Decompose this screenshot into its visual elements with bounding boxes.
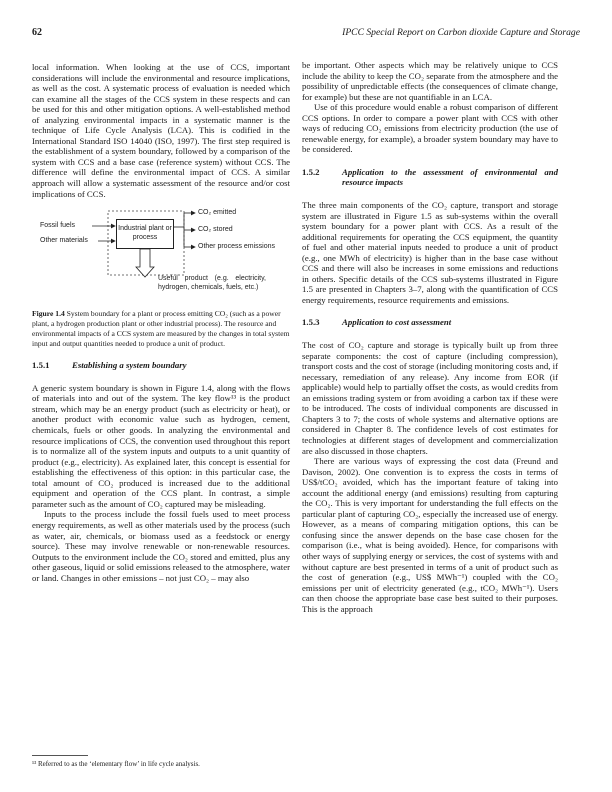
paragraph: The cost of CO₂ capture and storage is typically built up from three separate components: the cost of capture (including compression), transport costs and the cost of storage (including monitoring costs and, if necessary, remediation of any release). Any income from EOR (if applicable) would help to partially offset the costs, as would credits from an emissions trading system or from avoiding a carbon tax if these were to be introduced. The costs of individual components are discussed in Chapters 3 to 7; the costs of whole systems and alternative options are considered in Chapter 8. The confidence levels of cost estimates for technologies at different stages of development and commercialization are also discussed in those chapters. [302,340,558,456]
paragraph: There are various ways of expressing the cost data (Freund and Davison, 2002). One convention is to express the costs in terms of US$/tCO₂ avoided, which has the important feature of taking into account the additional energy (and emissions) resulting from capturing the CO₂. This is very important for understanding the full effects on the particular plant of capturing CO₂, especially the increased use of energy. However, as a means of comparing mitigation options, this can be confusing since the answer depends on the base case chosen for the comparison (i.e., what is being avoided). Hence, for comparisons with other ways of supplying energy or services, the cost of systems with and without capture are best presented in terms of a unit of product such as the cost of generation (e.g., US$ MWh⁻¹) coupled with the CO₂ emissions per unit of electricity generated (e.g., tCO₂ MWh⁻¹). Users can then choose the appropriate base case best suited to their purposes. This is the approach [302,456,558,614]
figure-caption [32,309,290,348]
paragraph: be important. Other aspects which may be relatively unique to CCS include the ability to keep the CO₂ separate from the atmosphere and the possibility of unpredictable effects (the consequences of climate change, for example) but these are not quantifiable in an LCA. [302,60,558,102]
input-other-materials: Other materials [40,237,88,245]
right-column [302,60,558,614]
page-number: 62 [32,27,42,38]
output-co2-emitted: CO₂ emitted [198,209,237,217]
section-title: Application to the assessment of environmental and resource impacts [342,166,558,188]
section-number: 1.5.2 [302,166,320,177]
section-number: 1.5.1 [32,360,50,371]
footnote-rule [32,755,88,756]
industrial-plant-box: Industrial plant or process [116,219,174,249]
paragraph: A generic system boundary is shown in Figure 1.4, along with the flows of materials into and out of the system. The key flow¹³ is the product stream, which may be an energy product (such as electricity or heat), or another product with economic value such as hydrogen, cement, chemicals, fuels or other goods. In analyzing the environmental and resource implications of CCS, the convention used throughout this report is to normalize all of the system inputs and outputs to a unit quantity of product (e.g., electricity). As explained later, this concept is essential for establishing the effectiveness of this option: in this particular case, the total amount of CO₂ produced is increased due to the additional equipment and operation of the CCS plant. In contrast, a simple parameter such as the amount of CO₂ captured may be misleading. [32,382,290,509]
caption-label: Figure 1.4 [32,309,65,319]
running-title: IPCC Special Report on Carbon dioxide Capture and Storage [342,27,580,38]
output-other-emissions: Other process emissions [198,243,276,251]
section-heading-1-5-1 [32,360,290,371]
paragraph: local information. When looking at the use of CCS, important considerations will include the environmental and resource implications, as well as the cost. A systematic process of evaluation is needed which can examine all the stages of the CCS system in these respects and can be used for this and other mitigation options. A well-established method of analyzing environmental impacts in a systematic manner is the technique of Life Cycle Analysis (LCA). This is codified in the International Standard ISO 14040 (ISO, 1997). The first step required is the establishment of a system boundary, followed by a comparison of the system with CCS and a base case (reference system) without CCS. The difference will define the environmental impact of CCS. A similar approach will allow a systematic assessment of the resource and/or cost implications of CCS. [32,62,290,199]
section-title: Application to cost assessment [342,317,452,328]
output-co2-stored: CO₂ stored [198,226,233,234]
figure-1-4 [32,207,290,297]
useful-product-label: Useful product (e.g. electricity, hydrogen, chemicals, fuels, etc.) [158,275,266,291]
section-heading-1-5-3 [302,317,558,328]
section-title: Establishing a system boundary [72,360,187,371]
paragraph: Use of this procedure would enable a robust comparison of different CCS options. In order to compare a power plant with CCS with other ways of reducing CO₂ emissions from electricity production (the use of renewable energy, for example), a broader system boundary may have to be considered. [302,102,558,155]
paragraph: Inputs to the process include the fossil fuels used to meet process energy requirements, as well as other materials used by the process (such as water, air, chemicals, or biomass used as a feedstock or energy source). These may involve renewable or non-renewable resources. Outputs to the environment include the CO₂ stored and emitted, plus any other gaseous, liquid or solid emissions released to the atmosphere, water or land. Changes in other emissions – not just CO₂ – may also [32,509,290,583]
section-heading-1-5-2 [302,167,558,188]
left-column [32,62,290,583]
footnote: ¹³ Referred to as the ‘elementary flow’ in life cycle analysis. [32,760,200,768]
input-fossil-fuels: Fossil fuels [40,222,76,230]
section-number: 1.5.3 [302,317,320,328]
caption-text: System boundary for a plant or process emitting CO₂ (such as a power plant, a hydrogen production plant or other industrial process). The resource and environmental impacts of a CCS system are measured by the changes in total system input and output quantities needed to produce a unit of product. [32,309,290,348]
paragraph: The three main components of the CO₂ capture, transport and storage system are illustrated in Figure 1.5 as sub-systems within the overall system boundary for a power plant with CCS. As a result of the additional requirements for operating the CCS equipment, the quantity of fuel and other material inputs needed to produce a unit of product (e.g., one MWh of electricity) is higher than in the base case without CCS and there will also be increases in some emissions and reductions in others. Specific details of the CCS sub-systems illustrated in Figure 1.5 are presented in Chapters 3–7, along with the quantification of CCS energy requirements, resource requirements and emissions. [302,200,558,305]
